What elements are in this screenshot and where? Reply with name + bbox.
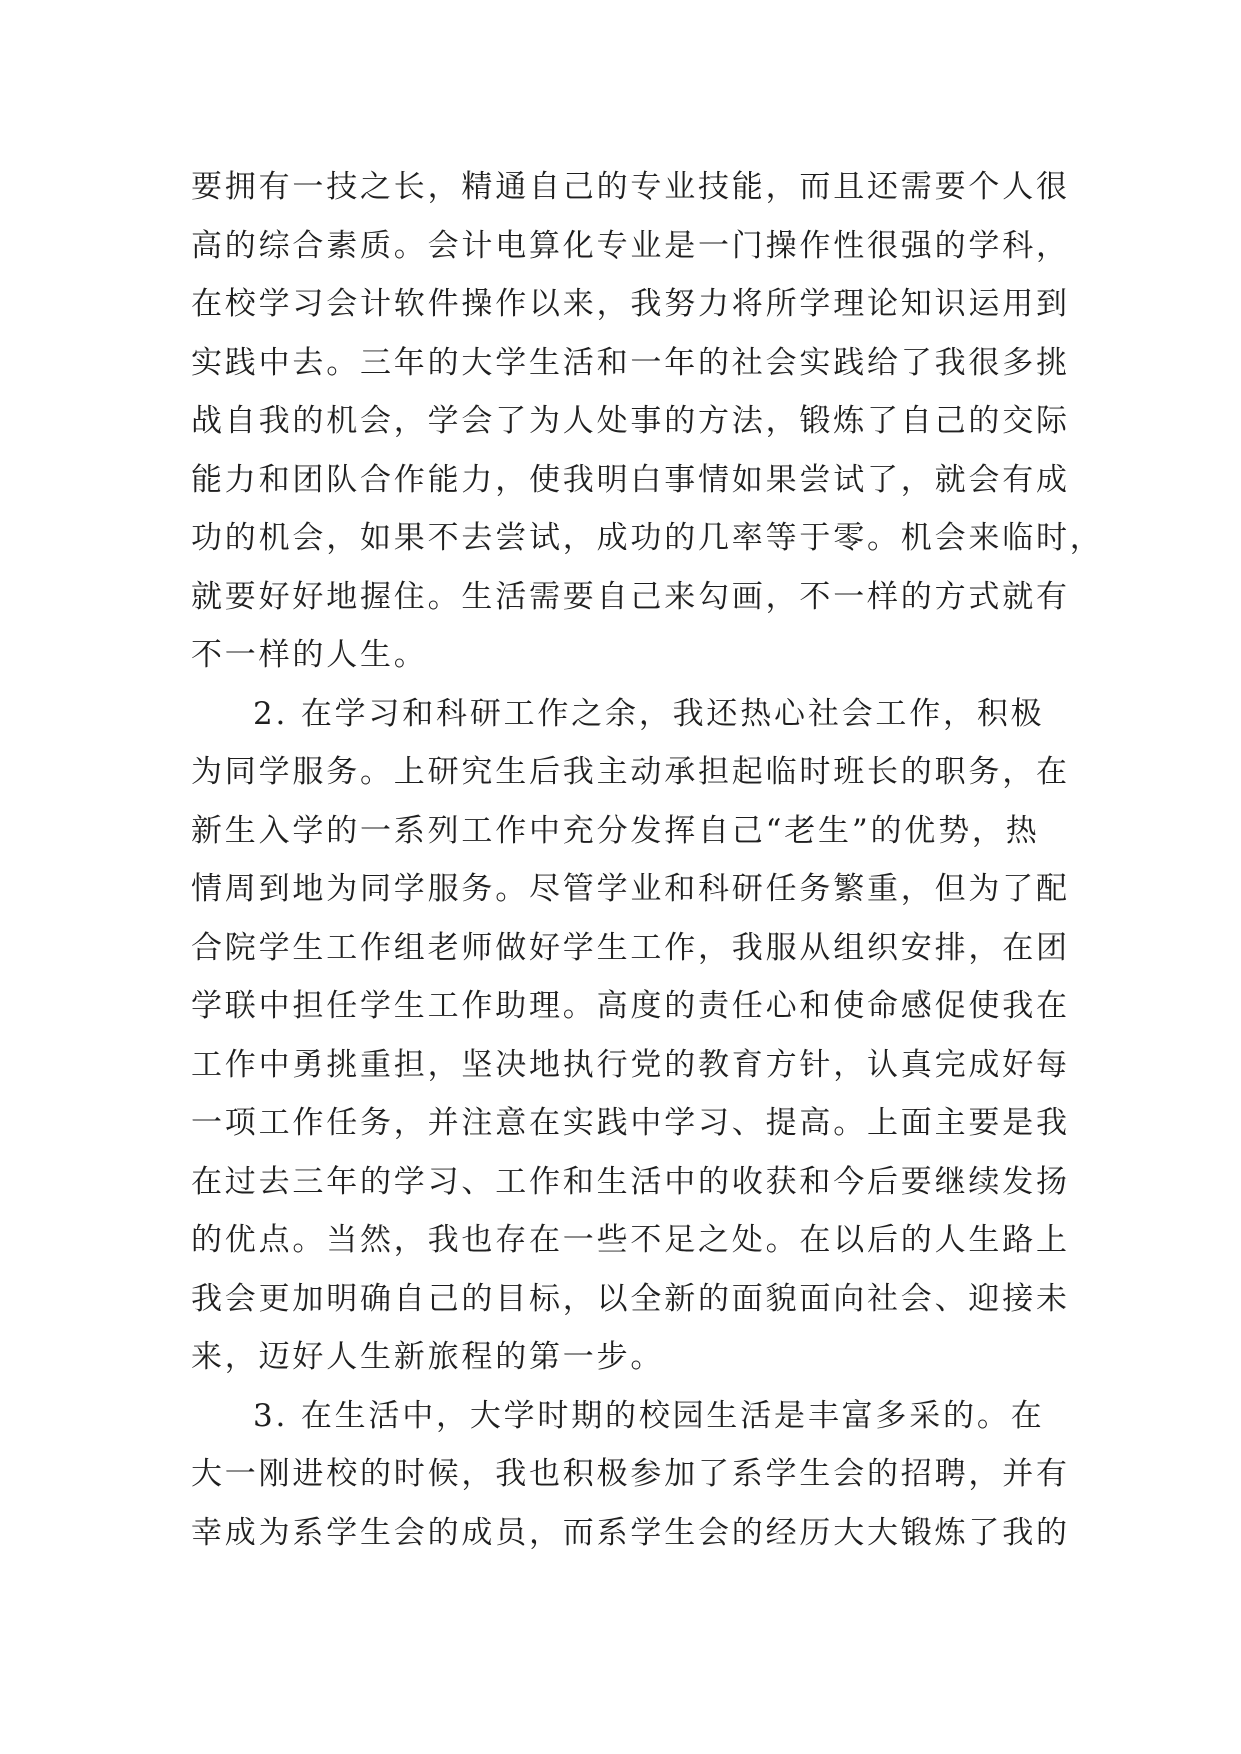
text-line: 大一刚进校的时候，我也积极参加了系学生会的招聘，并有: [191, 1456, 1070, 1492]
text-line: 就要好好地握住。生活需要自己来勾画，不一样的方式就有: [191, 578, 1070, 615]
text-line: 我会更加明确自己的目标，以全新的面貌面向社会、迎接未: [191, 1280, 1070, 1317]
text-line: 在过去三年的学习、工作和生活中的收获和今后要继续发扬: [191, 1163, 1070, 1200]
body-text: [191, 158, 1104, 1562]
text-line: 不一样的人生。: [191, 637, 428, 673]
paragraph-2-first-line: 2. 在学习和科研工作之余，我还热心社会工作，积极: [253, 695, 1045, 732]
text-line: 学联中担任学生工作助理。高度的责任心和使命感促使我在: [191, 988, 1070, 1024]
text-line: 幸成为系学生会的成员，而系学生会的经历大大锻炼了我的: [191, 1514, 1070, 1551]
text-line: 一项工作任务，并注意在实践中学习、提高。上面主要是我: [191, 1105, 1070, 1141]
text-line: 能力和团队合作能力，使我明白事情如果尝试了，就会有成: [191, 461, 1070, 498]
text-line: 战自我的机会，学会了为人处事的方法，锻炼了自己的交际: [191, 403, 1070, 439]
text-line: 在校学习会计软件操作以来，我努力将所学理论知识运用到: [191, 286, 1070, 322]
text-line: 来，迈好人生新旅程的第一步。: [191, 1339, 665, 1375]
text-line: 实践中去。三年的大学生活和一年的社会实践给了我很多挑: [191, 344, 1070, 381]
text-line: 新生入学的一系列工作中充分发挥自己“老生”的优势，热: [191, 812, 1040, 849]
text-line: 要拥有一技之长，精通自己的专业技能，而且还需要个人很: [191, 169, 1070, 205]
paragraph-3-first-line: 3. 在生活中，大学时期的校园生活是丰富多采的。在: [253, 1397, 1045, 1434]
text-line: 合院学生工作组老师做好学生工作，我服从组织安排，在团: [191, 929, 1070, 966]
text-line: 功的机会，如果不去尝试，成功的几率等于零。机会来临时，: [191, 520, 1104, 556]
text-line: 高的综合素质。会计电算化专业是一门操作性很强的学科，: [191, 227, 1070, 264]
text-line: 工作中勇挑重担，坚决地执行党的教育方针，认真完成好每: [191, 1046, 1070, 1083]
text-line: 情周到地为同学服务。尽管学业和科研任务繁重，但为了配: [191, 871, 1070, 907]
text-line: 为同学服务。上研究生后我主动承担起临时班长的职务，在: [191, 754, 1070, 790]
text-line: 的优点。当然，我也存在一些不足之处。在以后的人生路上: [191, 1222, 1070, 1258]
